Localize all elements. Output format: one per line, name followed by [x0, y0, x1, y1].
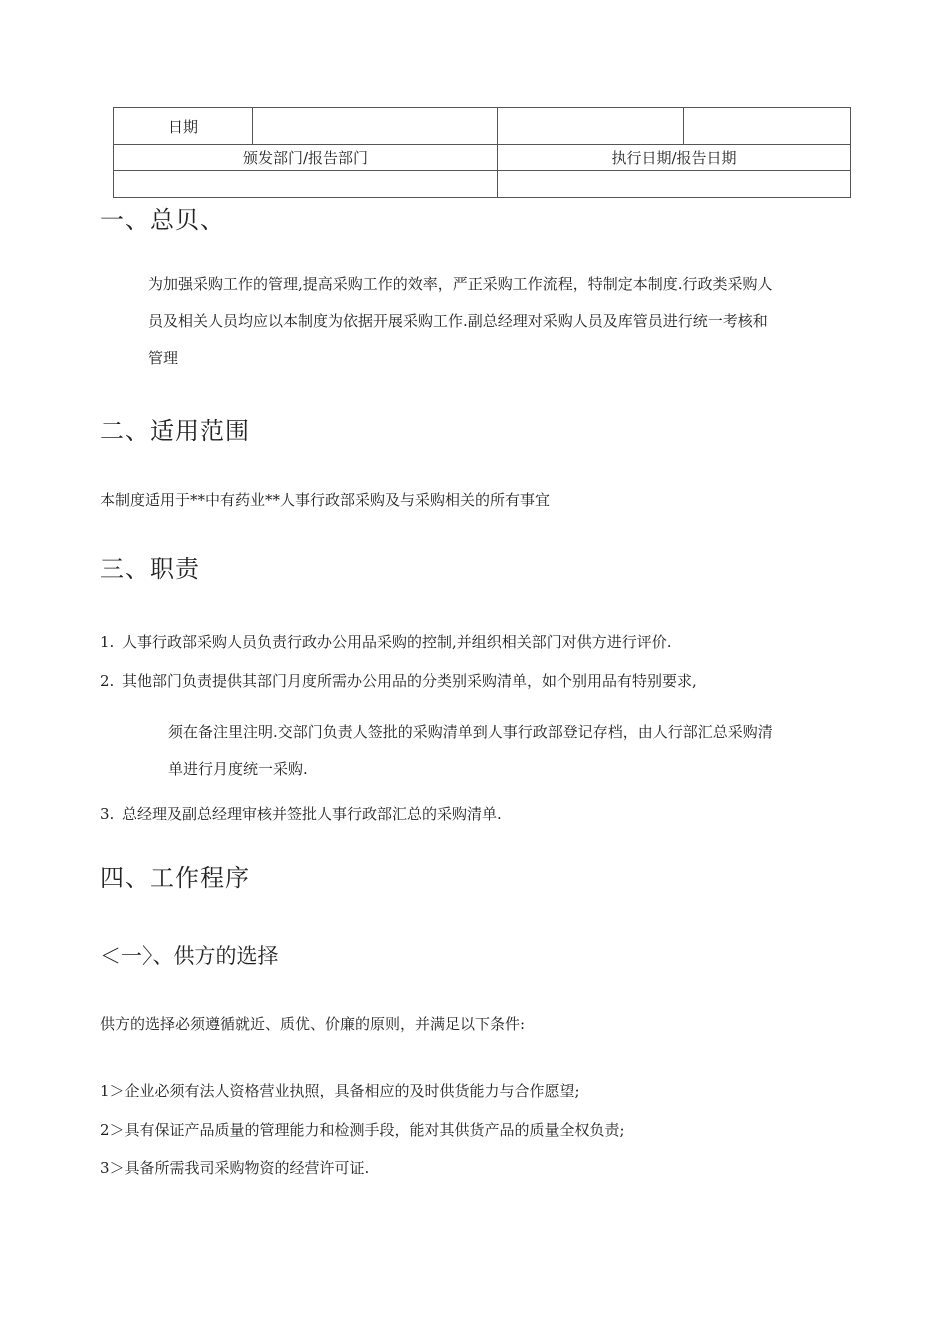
duty-item-1 — [100, 631, 672, 652]
paragraph-line: 须在备注里注明.交部门负责人签批的采购清单到人事行政部登记存档，由人行部汇总采购清 — [168, 723, 773, 741]
condition-item: 2＞具有保证产品质量的管理能力和检测手段，能对其供货产品的质量全权负责; — [100, 1121, 625, 1139]
dept-value-cell — [114, 171, 498, 198]
list-text: 总经理及副总经理审核并签批人事行政部汇总的采购清单. — [122, 805, 502, 823]
header-table — [113, 107, 851, 198]
section-title-procedure: 四、工作程序 — [100, 864, 250, 892]
list-number: 1. — [100, 633, 115, 651]
date-value-cell — [253, 108, 498, 145]
paragraph-line: 单进行月度统一采购. — [168, 760, 308, 778]
list-text: 其他部门负责提供其部门月度所需办公用品的分类别采购清单，如个别用品有特别要求, — [122, 672, 697, 690]
section-title-scope: 二、适用范围 — [100, 417, 250, 445]
duty-item-3 — [100, 803, 502, 824]
section-title-general: 一、总贝、 — [100, 206, 225, 234]
duty-item-2-continued — [168, 714, 868, 788]
empty-cell — [498, 108, 684, 145]
section-title-duties: 三、职责 — [100, 555, 200, 583]
duty-item-2 — [100, 670, 697, 691]
exec-date-value-cell — [498, 171, 851, 198]
general-paragraph — [148, 266, 878, 377]
paragraph-line: 员及相关人员均应以本制度为依据开展采购工作.副总经理对采购人员及库管员进行统一考核和 — [148, 312, 768, 330]
paragraph-line: 管理 — [148, 349, 179, 367]
list-text: 人事行政部采购人员负责行政办公用品采购的控制,并组织相关部门对供方进行评价. — [122, 633, 672, 651]
list-number: 3. — [100, 805, 115, 823]
table-row — [114, 108, 851, 145]
dept-label-cell: 颁发部门/报告部门 — [114, 145, 498, 171]
condition-item: 1＞企业必须有法人资格营业执照，具备相应的及时供货能力与合作愿望; — [100, 1082, 580, 1100]
exec-date-label-cell: 执行日期/报告日期 — [498, 145, 851, 171]
date-label-cell: 日期 — [114, 108, 253, 145]
table-row — [114, 171, 851, 198]
empty-cell — [684, 108, 851, 145]
list-number: 2. — [100, 672, 115, 690]
condition-item: 3＞具备所需我司采购物资的经营许可证. — [100, 1159, 370, 1177]
subsection-title-supplier: ＜一〉、供方的选择 — [100, 944, 279, 968]
supplier-intro: 供方的选择必须遵循就近、质优、价廉的原则，并满足以下条件: — [100, 1015, 526, 1033]
paragraph-line: 为加强采购工作的管理,提高采购工作的效率，严正采购工作流程，特制定本制度.行政类采购人 — [148, 275, 773, 293]
scope-text: 本制度适用于**中有药业**人事行政部采购及与采购相关的所有事宜 — [100, 491, 551, 509]
table-row — [114, 145, 851, 171]
